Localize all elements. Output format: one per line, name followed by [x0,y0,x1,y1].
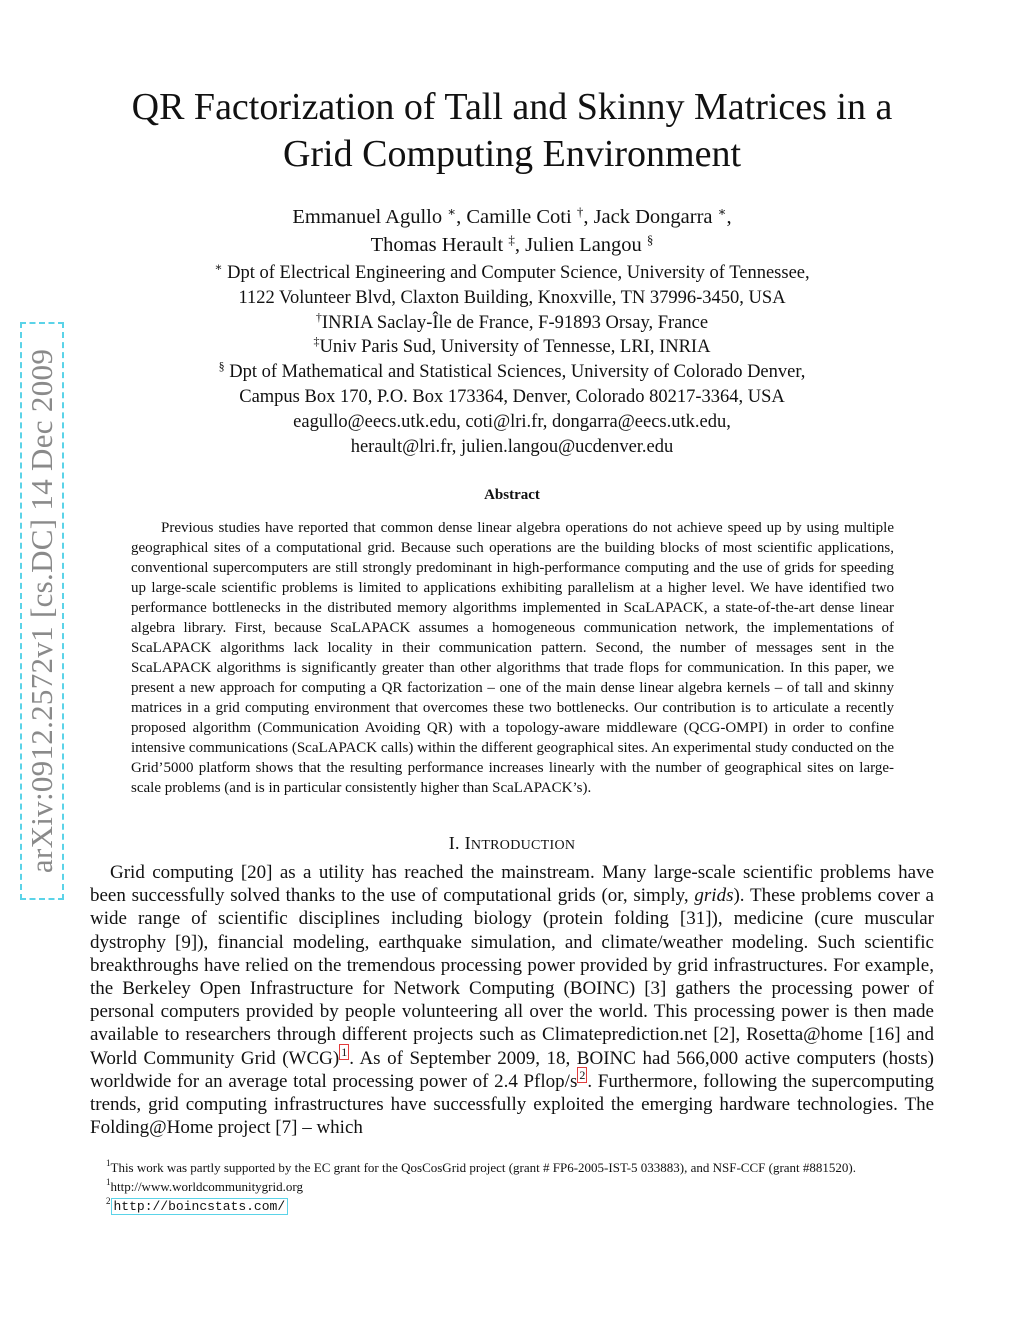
affiliation-line: Campus Box 170, P.O. Box 173364, Denver, Colorado 80217-3364, USA [239,386,785,407]
affiliation-line: § Dpt of Mathematical and Statistical Sciences, University of Colorado Denver, [218,359,806,383]
authors-line-2: Thomas Herault ‡, Julien Langou § [370,232,654,256]
author-mark: ‡ [508,232,515,247]
affiliation-mark: † [315,309,322,324]
emphasis-grids: grids [694,885,734,907]
footnote-link-1[interactable]: 1 [341,1044,348,1059]
section-heading-introduction [90,833,934,854]
section-number: I. [448,833,460,853]
affiliation-mark: § [218,359,225,374]
footnote-2: $^2$ http://boincstats.com/ [90,1196,934,1216]
title-line-1: QR Factorization of Tall and Skinny Matrices in a [131,86,893,128]
author-mark: ∗ [717,204,727,219]
authors-line-1: Emmanuel Agullo ∗, Camille Coti †, Jack Dongarra ∗, [292,204,732,228]
footnote-funding: $^1$This work was partly supported by the EC grant for the QosCosGrid project (grant # FP6-2005-IST-5 033883), and NSF-CCF (grant #881520). [106,1158,856,1175]
footnote-link-2[interactable]: 2 [579,1067,586,1082]
author-mark: § [646,232,654,247]
abstract-text: Previous studies have reported that common dense linear algebra operations do not achieve speed up by using multiple geographical sites of a computational grid. Because such operations are the building blocks of most scientific applications, conventional supercomputers are still strongly predominant in high-performance computing and the use of grids for speeding up large-scale scientific problems is limited to applications exhibiting parallelism at a higher level. We have identified two performance bottlenecks in the distributed memory algorithms implemented in ScaLAPACK, a state-of-the-art dense linear algebra library. First, because ScaLAPACK assumes a homogeneous communication network, the implementations of ScaLAPACK algorithms lack locality in their communication pattern. Second, the number of messages sent in the ScaLAPACK algorithms is significantly greater than other algorithms that trade flops for communication. In this paper, we present a new approach for computing a QR factorization – one of the main dense linear algebra kernels – of tall and skinny matrices in a grid computing environment that overcomes these two bottlenecks. Our contribution is to articulate a recently proposed algorithm (Communication Avoiding QR) with a topology-aware middleware (QCG-OMPI) in order to confine intensive communications (ScaLAPACK calls) within the different geographical sites. An experimental study conducted on the Grid’5000 platform shows that the resulting performance increases linearly with the number of geographical sites on large-scale problems (and is in particular consistently higher than ScaLAPACK’s). [131,520,894,796]
author-name: Jack Dongarra [593,206,713,228]
abstract-heading: Abstract [484,487,540,503]
math-value: 2.4 [494,1070,518,1092]
paper-title [90,84,934,178]
author-name: Julien Langou [525,234,642,256]
author-list [140,203,884,259]
boincstats-link[interactable]: http://boincstats.com/ [111,1198,289,1215]
author-mark: ∗ [447,204,457,219]
introduction-paragraph: Grid computing [20] as a utility has reached the mainstream. Many large-scale scientific problems have been successfully solved thanks to the use of computational grids (or, simply, grids). These problems cover a wide range of scientific disciplines including biology (protein folding [31]), medicine (cure muscular dystrophy [9]), financial modeling, earthquake simulation, and climate/weather modeling. Such scientific breakthroughs have relied on the tremendous processing power provided by grid infrastructures. For example, the Berkeley Open Infrastructure for Network Computing (BOINC) [3] gathers the processing power of personal computers provided by people volunteering all over the world. This processing power is then made available to researchers through different projects such as Climateprediction.net [2], Rosetta@home [16] and World Community Grid (WCG) $^1$ . As of September 2009, 18, BOINC had 566,000 active computers (hosts) worldwide for an average total processing power of 2.4 Pflop/s $^2$ . Furthermore, following the supercomputing trends, grid computing infrastructures have successfully exploited the emerging hardware technologies. The Folding@Home project [7] – which [90,862,934,1139]
affiliation-line: 1122 Volunteer Blvd, Claxton Building, Knoxville, TN 37996-3450, USA [238,287,786,308]
footnote-1: $^1$http://www.worldcommunitygrid.org [106,1177,303,1194]
arxiv-identifier[interactable]: arXiv:0912.2572v1 [cs.DC] 14 Dec 2009 [24,348,59,874]
affiliations [140,261,884,459]
affiliation-line: ∗ Dpt of Electrical Engineering and Computer Science, University of Tennessee, [214,260,810,283]
affiliation-mark: ‡ [313,334,320,349]
author-name: Camille Coti [466,206,572,228]
affiliation-line: ‡Univ Paris Sud, University of Tennesse, LRI, INRIA [313,334,711,358]
affiliation-mark: ∗ [214,260,223,274]
author-name: Thomas Herault [370,234,504,256]
section-title-initial: I [464,833,471,853]
email-line: eagullo@eecs.utk.edu, coti@lri.fr, dongarra@eecs.utk.edu, [293,411,731,432]
email-line: herault@lri.fr, julien.langou@ucdenver.edu [350,436,674,457]
author-mark: † [576,204,584,219]
affiliation-line: †INRIA Saclay-Île de France, F-91893 Orsay, France [315,309,709,333]
footnotes [90,1158,934,1216]
title-line-2: Grid Computing Environment [282,133,742,175]
author-name: Emmanuel Agullo [292,206,443,228]
arxiv-stamp[interactable] [20,322,64,900]
section-title-rest: NTRODUCTION [470,838,576,853]
